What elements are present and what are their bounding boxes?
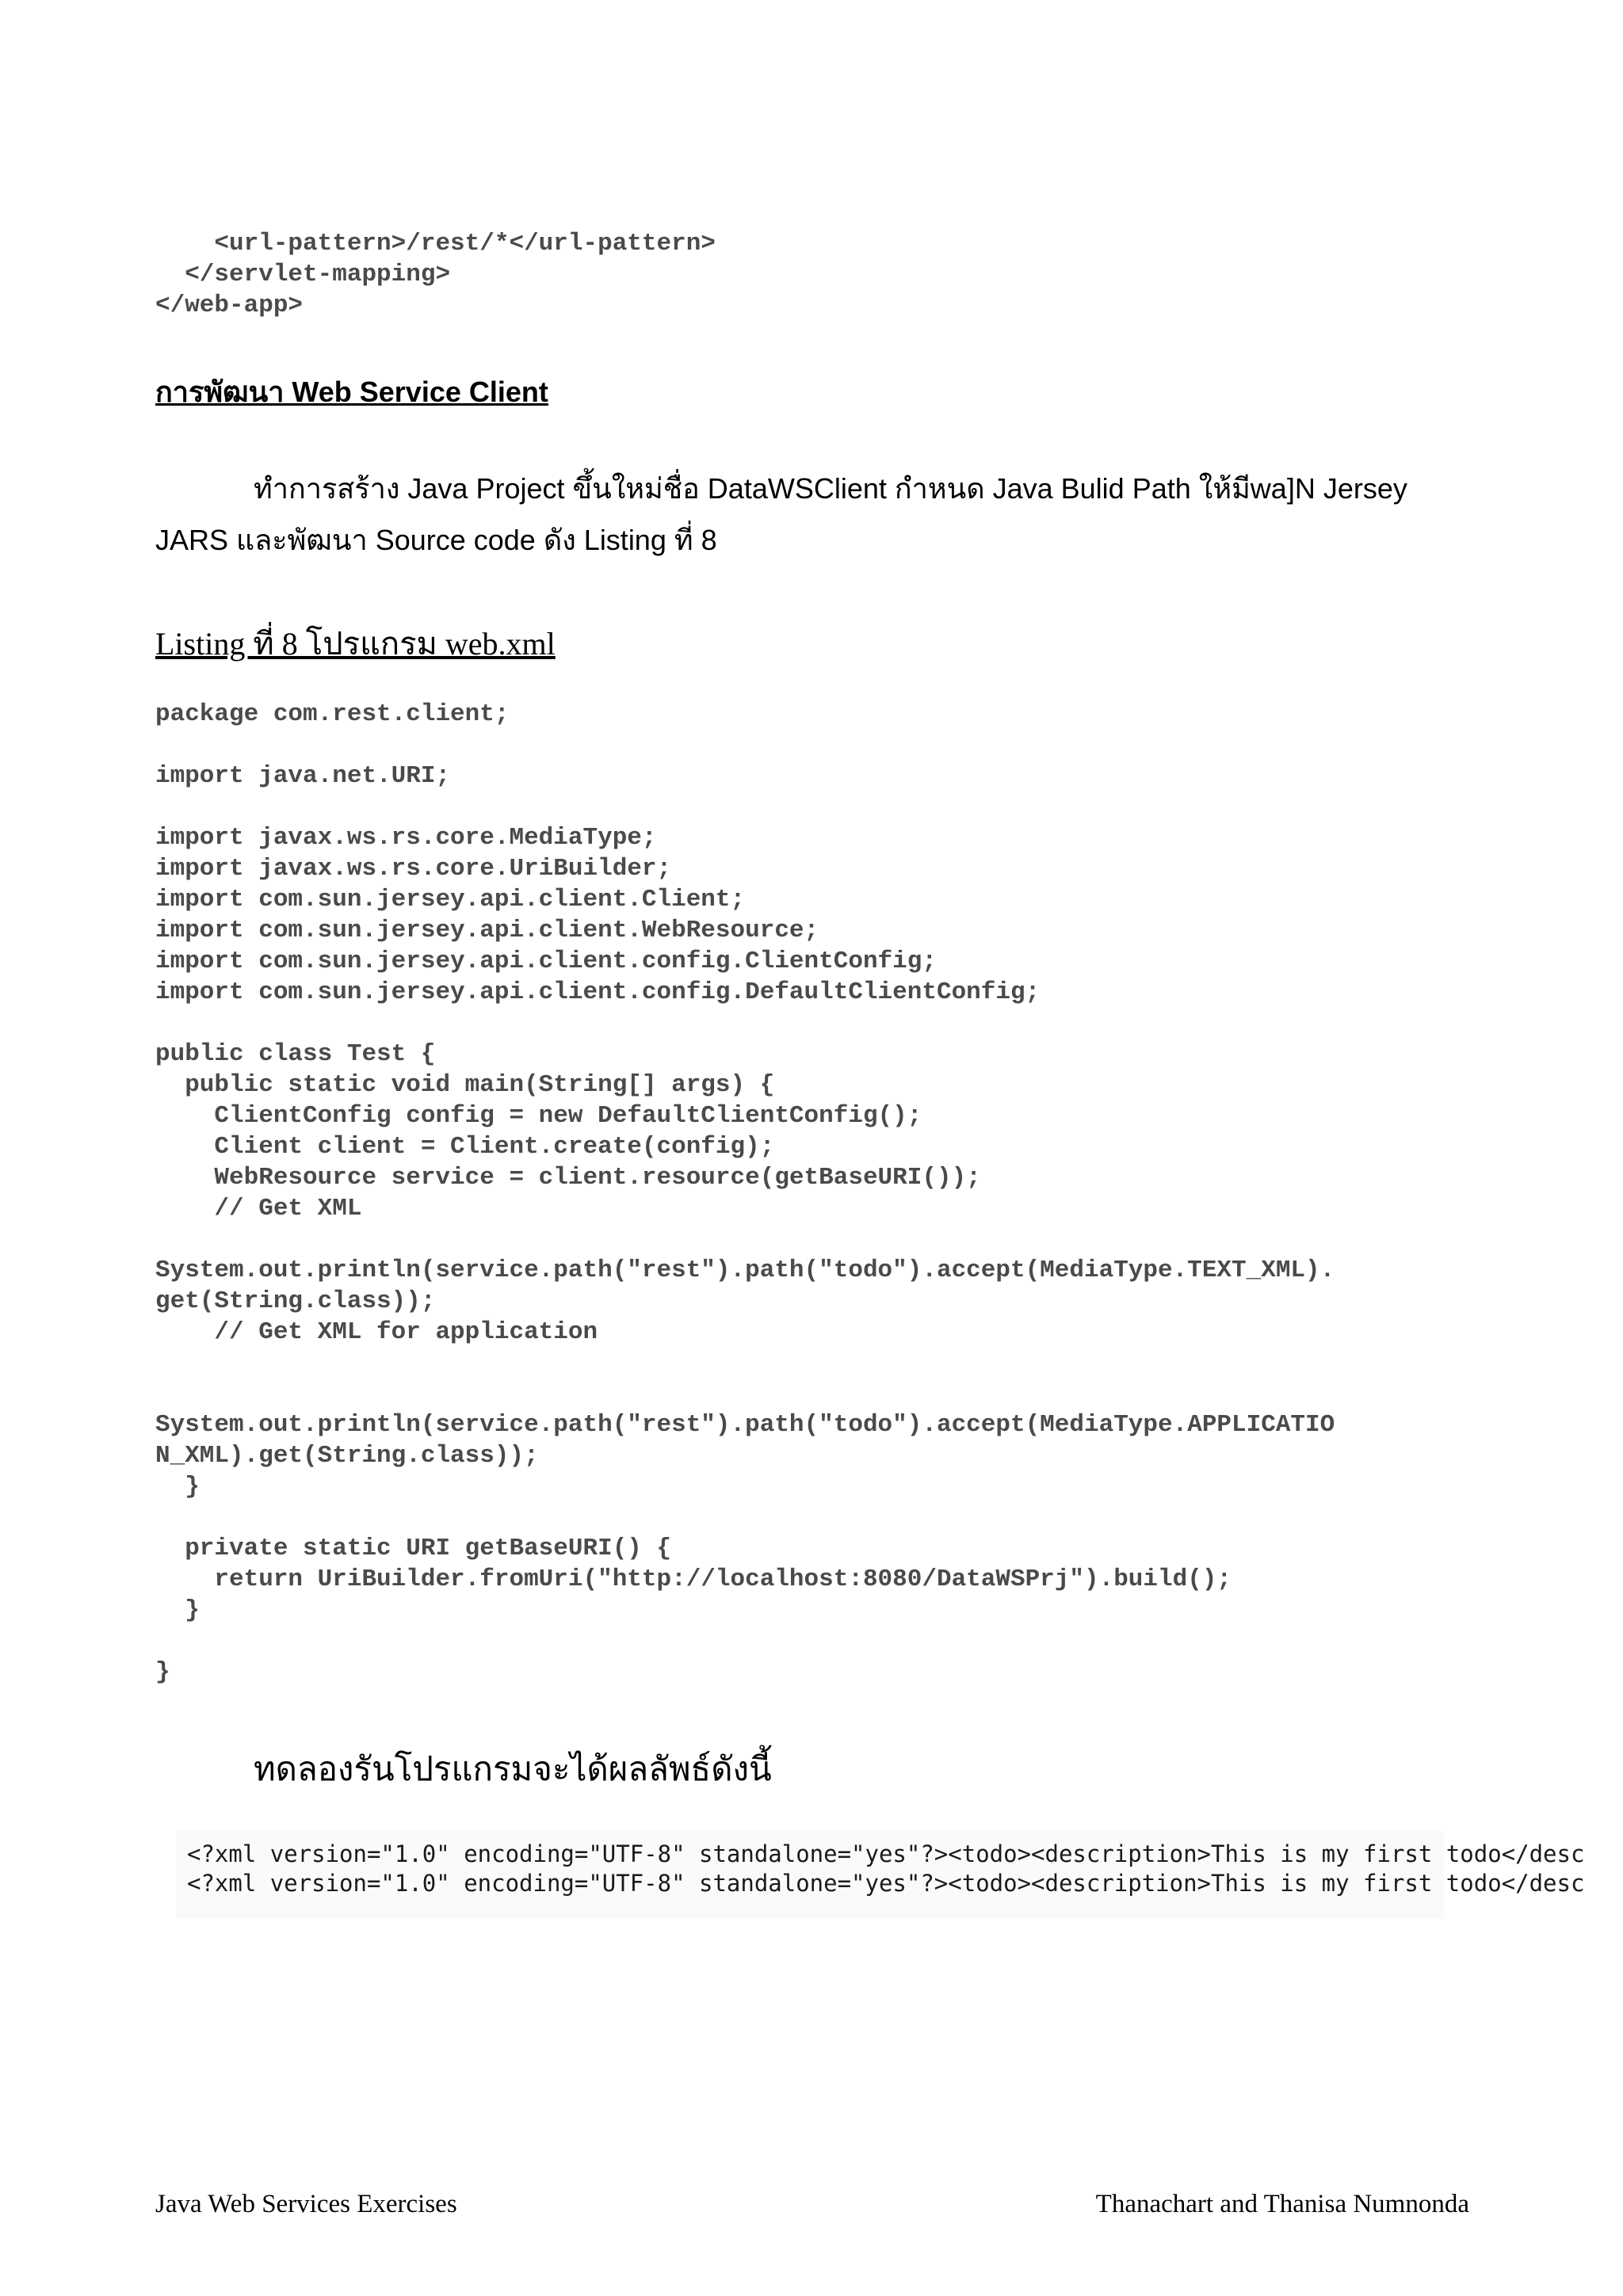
intro-line-2: JARS และพัฒนา Source code ดัง Listing ที่ 8 xyxy=(155,524,717,556)
result-intro-text: ทดลองรันโปรแกรมจะได้ผลลัพธ์ดังนี้ xyxy=(254,1752,772,1788)
code-listing-java-client: package com.rest.client; import java.net.URI; import javax.ws.rs.core.MediaType; import javax.ws.rs.core.UriBuilder; import com.sun.jersey.api.client.Client; import com.sun.jersey.api.client.WebResource; import com.sun.jersey.api.client.config.ClientConfig; import com.sun.jersey.api.client.config.DefaultClientConfig; public class Test { public static void main(String[] args) { ClientConfig config = new DefaultClientConfig(); Client client = Client.create(config); WebResource service = client.resource(getBaseURI()); // Get XML System.out.println(service.path("rest").path("todo").accept(MediaType.TEXT_XML). get(String.class)); // Get XML for application System.out.println(service.path("rest").path("todo").accept(MediaType.APPLICATIO N_XML).get(String.class)); } private static URI getBaseURI() { return UriBuilder.fromUri("http://localhost:8080/DataWSPrj").build(); } } xyxy=(155,700,1335,1686)
footer-title: Java Web Services Exercises xyxy=(155,2190,457,2218)
console-line: <?xml version="1.0" encoding="UTF-8" standalone="yes"?><todo><description>This is my first todo</desc xyxy=(187,1870,1585,1897)
console-line: <?xml version="1.0" encoding="UTF-8" standalone="yes"?><todo><description>This is my first todo</desc xyxy=(187,1840,1585,1867)
intro-line-1: ทำการสร้าง Java Project ขึ้นใหม่ชื่อ DataWSClient กำหนด Java Bulid Path ให้มีwa]N Jersey xyxy=(254,472,1407,505)
listing-caption: Listing ที่ 8 โปรแกรม web.xml xyxy=(155,626,556,662)
footer-authors: Thanachart and Thanisa Numnonda xyxy=(1095,2190,1469,2218)
code-snippet-web-xml-end: <url-pattern>/rest/*</url-pattern> </servlet-mapping> </web-app> xyxy=(155,230,716,319)
section-heading: การพัฒนา Web Service Client xyxy=(155,376,548,408)
intro-paragraph xyxy=(155,463,1471,566)
console-output xyxy=(176,1830,1585,1919)
